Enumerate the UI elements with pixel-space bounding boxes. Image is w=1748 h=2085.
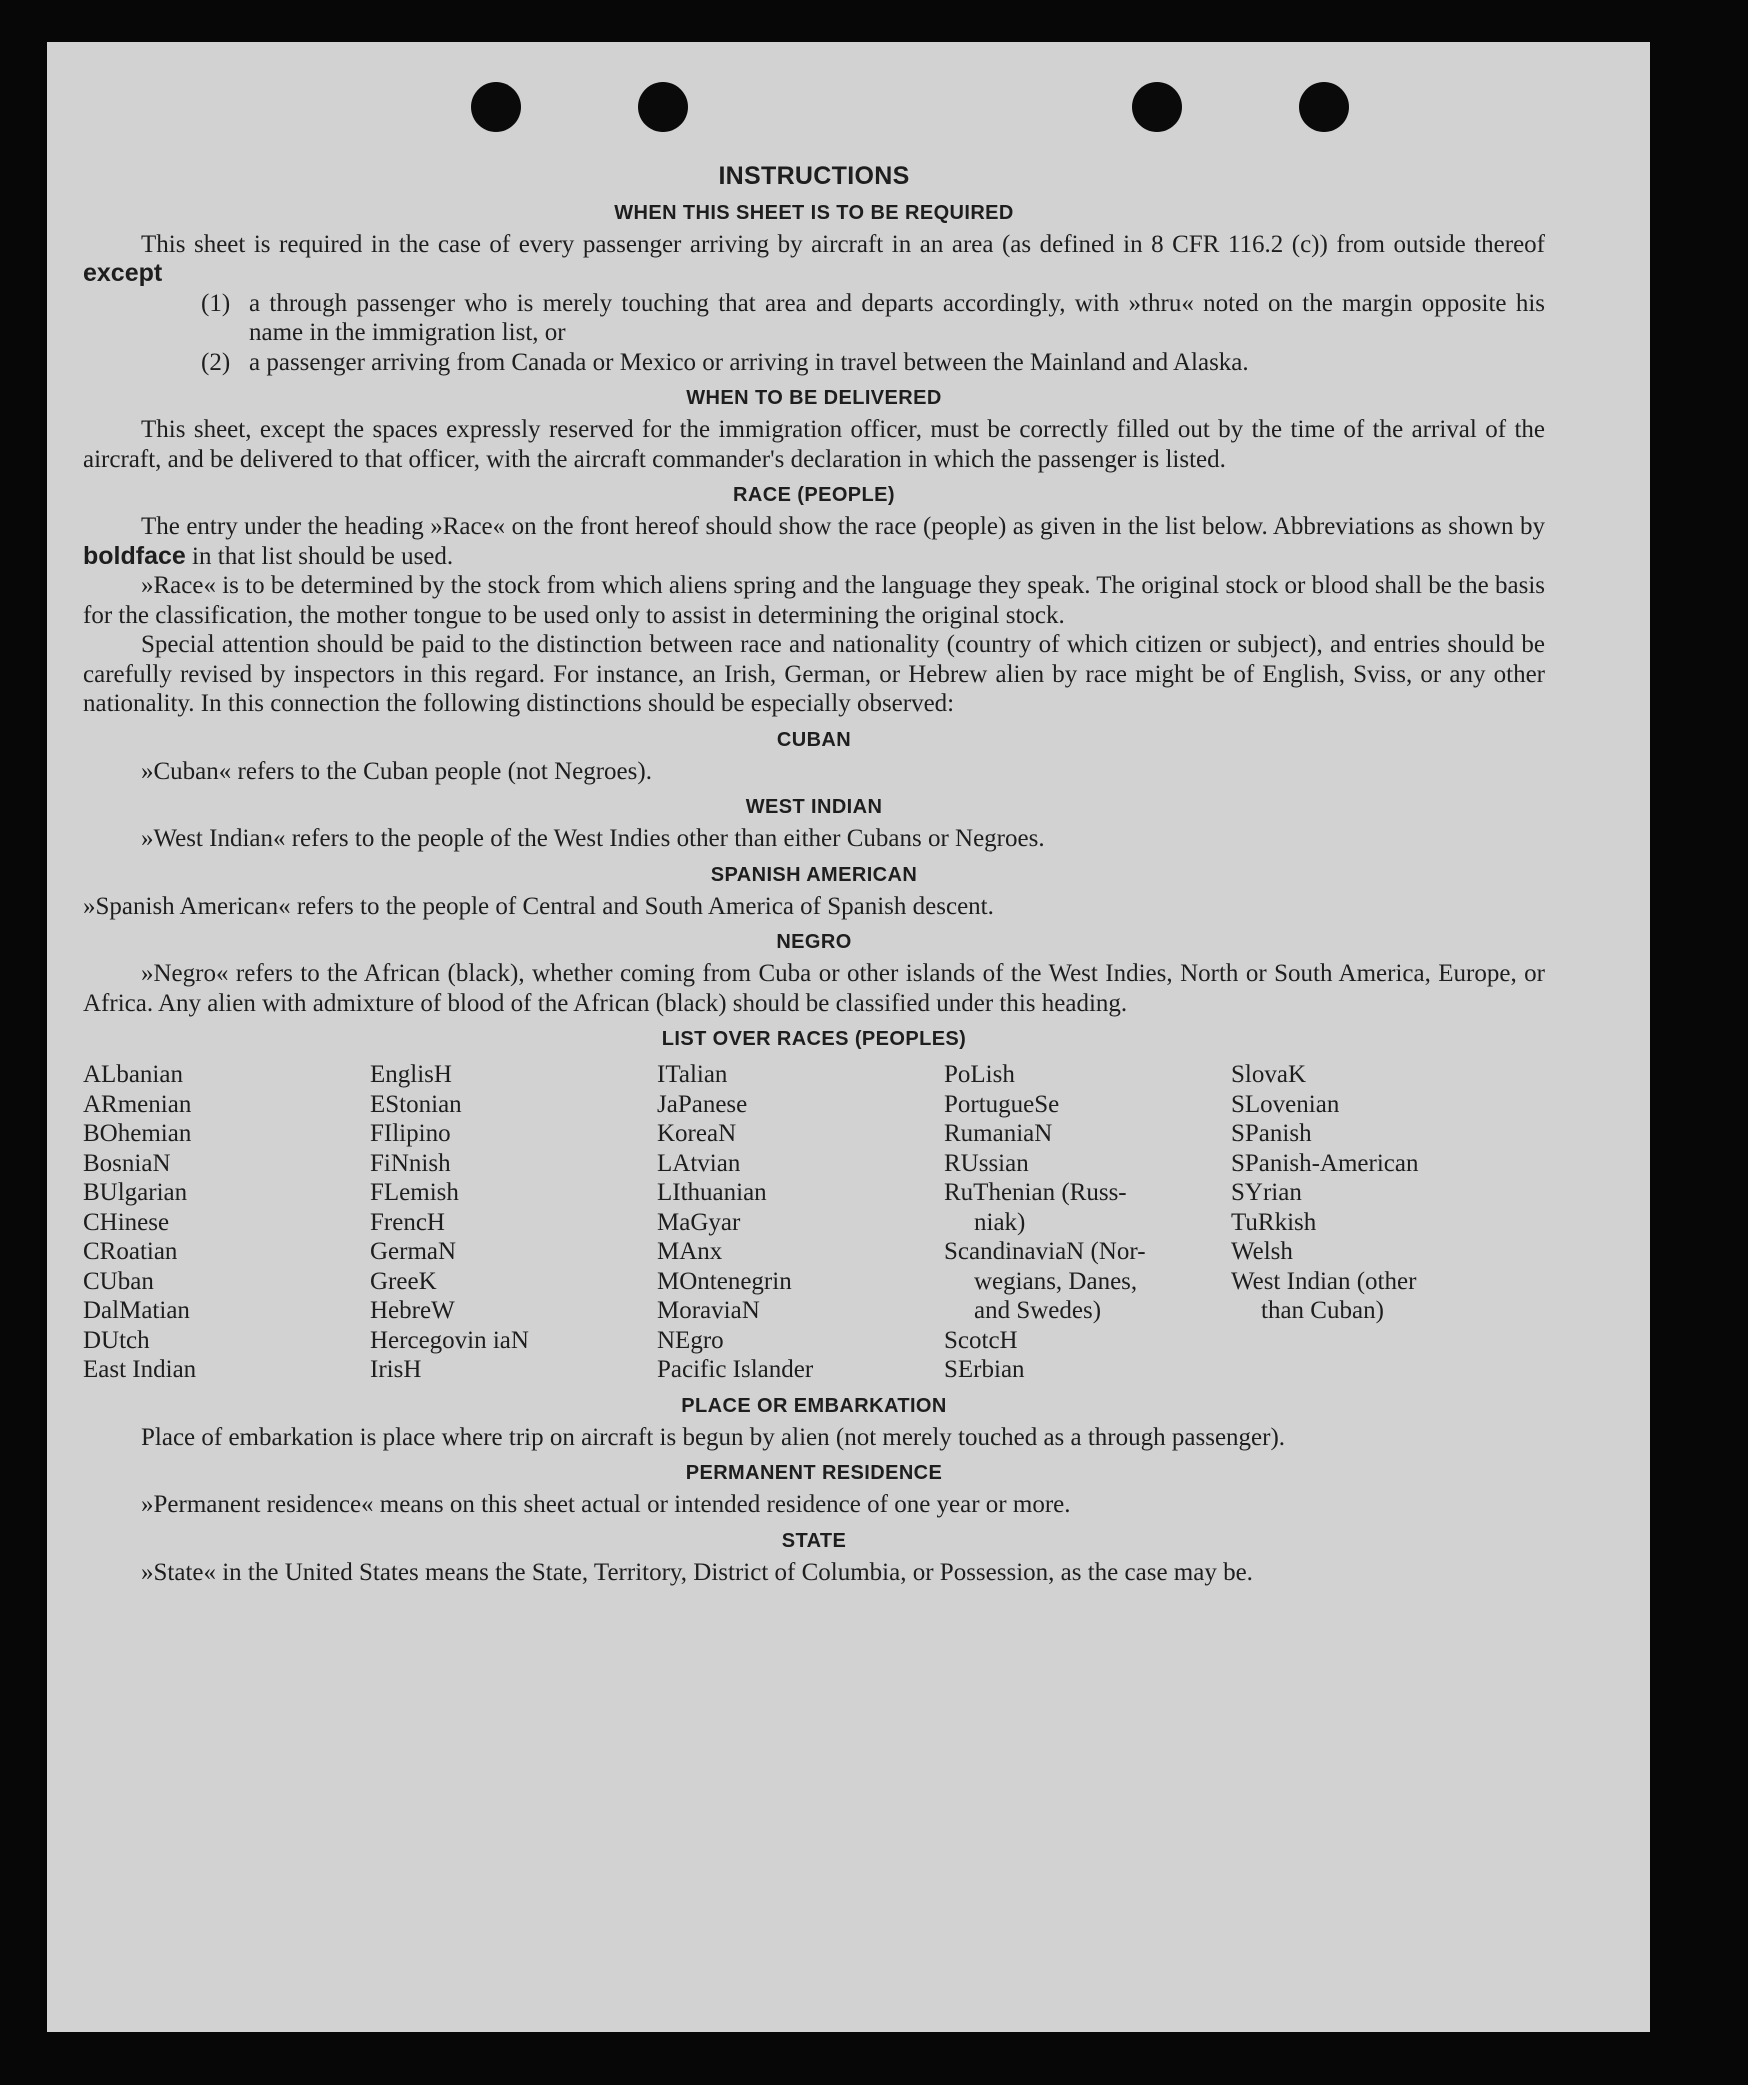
- section-heading-residence: PERMANENT RESIDENCE: [685, 1462, 943, 1484]
- race-entry: FLemish: [370, 1179, 459, 1206]
- race-entry: SPanish: [1231, 1120, 1312, 1147]
- section-heading-races-list: LIST OVER RACES (PEOPLES): [661, 1028, 967, 1050]
- race-entry: CUban: [83, 1267, 154, 1295]
- required-intro: This sheet is required in the case of every passenger arriving by aircraft in an area (as defined in 8 CFR 116.2 (c)) from outside thereof except: [83, 230, 1545, 287]
- negro-text: »Negro« refers to the African (black), whether coming from Cuba or other islands of the West Indies, North or South America, Europe, or Africa. Any alien with admixture of blood of the African (black) should be classified under this heading.: [83, 960, 1545, 1017]
- race-entry: NEgro: [657, 1326, 724, 1354]
- punch-hole: [471, 82, 521, 132]
- race-entry: ScotcH: [944, 1326, 1018, 1354]
- race-entry: RuThenian (Russ-: [944, 1179, 1127, 1206]
- race-entry: HebreW: [370, 1297, 455, 1324]
- punch-hole: [1299, 82, 1349, 132]
- race-entry: SYrian: [1231, 1179, 1302, 1206]
- state-text: »State« in the United States means the State, Territory, District of Columbia, or Possession, as the case may be.: [141, 1558, 1253, 1586]
- races-column: [1231, 1060, 1518, 1385]
- section-heading-required: WHEN THIS SHEET IS TO BE REQUIRED: [614, 201, 1014, 224]
- race-entry: SLovenian: [1231, 1090, 1340, 1118]
- race-entry: BosniaN: [83, 1149, 171, 1177]
- race-entry: MoraviaN: [657, 1297, 760, 1324]
- race-entry: than Cuban): [1261, 1297, 1384, 1324]
- race-entry: MAnx: [657, 1238, 723, 1265]
- race-entry: MOntenegrin: [657, 1267, 792, 1295]
- race-entry: FrencH: [370, 1208, 445, 1236]
- race-entry: RUssian: [944, 1149, 1029, 1177]
- list-item: (1) a through passenger who is merely touching that area and departs accordingly, with »thru« noted on the margin opposite his name in the immigration list, or: [201, 289, 1545, 346]
- races-column: [83, 1060, 370, 1385]
- section-heading-state: STATE: [781, 1529, 847, 1552]
- race-entry: East Indian: [83, 1356, 197, 1383]
- section-heading-race: RACE (PEOPLE): [733, 484, 895, 506]
- section-heading-negro: NEGRO: [776, 931, 852, 953]
- west-indian-text: »West Indian« refers to the people of the West Indies other than either Cubans or Negroes.: [141, 825, 1045, 852]
- embarkation-text: Place of embarkation is place where trip on aircraft is begun by alien (not merely touched as a through passenger).: [141, 1423, 1286, 1451]
- instructions-content: [83, 162, 1545, 1587]
- race-entry: ITalian: [657, 1061, 728, 1088]
- race-paragraph-3: Special attention should be paid to the distinction between race and nationality (country of which citizen or subject), and entries should be carefully revised by inspectors in this regard. For instance, an Irish, German, or Hebrew alien by race might be of English, Sviss, or any other nationality. In this connection the following distinctions should be especially observed:: [83, 631, 1545, 717]
- race-entry: LIthuanian: [657, 1179, 767, 1206]
- race-entry: TuRkish: [1231, 1208, 1317, 1236]
- race-entry: CHinese: [83, 1208, 170, 1236]
- race-entry: KoreaN: [657, 1120, 737, 1147]
- race-entry: FIlipino: [370, 1120, 451, 1147]
- race-entry: IrisH: [370, 1356, 422, 1383]
- section-heading-west-indian: WEST INDIAN: [745, 796, 883, 818]
- race-entry: MaGyar: [657, 1208, 741, 1236]
- race-entry: ScandinaviaN (Nor-: [944, 1238, 1146, 1265]
- race-entry: FiNnish: [370, 1149, 451, 1177]
- page-title: INSTRUCTIONS: [718, 162, 910, 190]
- race-entry: BOhemian: [83, 1120, 192, 1147]
- races-column: [657, 1060, 944, 1385]
- spanish-american-text: »Spanish American« refers to the people of Central and South America of Spanish descent.: [83, 892, 994, 920]
- section-heading-delivered: WHEN TO BE DELIVERED: [686, 387, 942, 409]
- race-entry: JaPanese: [657, 1090, 748, 1118]
- race-paragraph-1: The entry under the heading »Race« on the front hereof should show the race (people) as given in the list below. Abbreviations as shown by boldface in that list should be used.: [83, 513, 1545, 570]
- race-entry: EStonian: [370, 1090, 462, 1118]
- race-entry: SPanish-American: [1231, 1149, 1419, 1177]
- race-entry: and Swedes): [974, 1297, 1102, 1324]
- race-paragraph-2: »Race« is to be determined by the stock from which aliens spring and the language they speak. The original stock or blood shall be the basis for the classification, the mother tongue to be used only to assist in determining the original stock.: [83, 572, 1545, 629]
- race-entry: BUlgarian: [83, 1179, 188, 1206]
- race-entry: DalMatian: [83, 1297, 190, 1324]
- delivered-text: This sheet, except the spaces expressly reserved for the immigration officer, must be correctly filled out by the time of the arrival of the aircraft, and be delivered to that officer, with the aircraft commander's declaration in which the passenger is listed.: [83, 416, 1545, 473]
- races-column: [370, 1060, 657, 1385]
- races-list: [83, 1060, 1545, 1385]
- race-entry: GermaN: [370, 1238, 457, 1265]
- race-entry: LAtvian: [657, 1149, 741, 1177]
- race-entry: West Indian (other: [1231, 1267, 1417, 1295]
- punch-hole: [1132, 82, 1182, 132]
- section-heading-cuban: CUBAN: [776, 728, 852, 751]
- punch-hole: [638, 82, 688, 132]
- race-entry: RumaniaN: [944, 1120, 1053, 1147]
- race-entry: SlovaK: [1231, 1061, 1306, 1088]
- race-entry: ARmenian: [83, 1090, 192, 1118]
- race-entry: DUtch: [83, 1326, 150, 1354]
- race-entry: Pacific Islander: [657, 1356, 814, 1383]
- race-entry: SErbian: [944, 1356, 1025, 1383]
- cuban-text: »Cuban« refers to the Cuban people (not Negroes).: [141, 757, 652, 785]
- race-entry: Hercegovin iaN: [370, 1326, 529, 1354]
- race-entry: ALbanian: [83, 1061, 183, 1088]
- race-entry: wegians, Danes,: [974, 1267, 1138, 1295]
- section-heading-embarkation: PLACE OR EMBARKATION: [681, 1394, 947, 1417]
- residence-text: »Permanent residence« means on this sheet actual or intended residence of one year or more.: [141, 1491, 1071, 1518]
- race-entry: PortugueSe: [944, 1090, 1060, 1118]
- race-entry: EnglisH: [370, 1061, 452, 1088]
- race-entry: CRoatian: [83, 1238, 178, 1265]
- document-page: [47, 42, 1650, 2032]
- race-entry: Welsh: [1231, 1238, 1293, 1265]
- races-column: [944, 1060, 1231, 1385]
- race-entry: PoLish: [944, 1061, 1015, 1088]
- list-item: (2) a passenger arriving from Canada or Mexico or arriving in travel between the Mainland and Alaska.: [201, 348, 1249, 376]
- race-entry: GreeK: [370, 1267, 437, 1295]
- race-entry: niak): [974, 1208, 1026, 1236]
- section-heading-spanish-american: SPANISH AMERICAN: [710, 863, 918, 886]
